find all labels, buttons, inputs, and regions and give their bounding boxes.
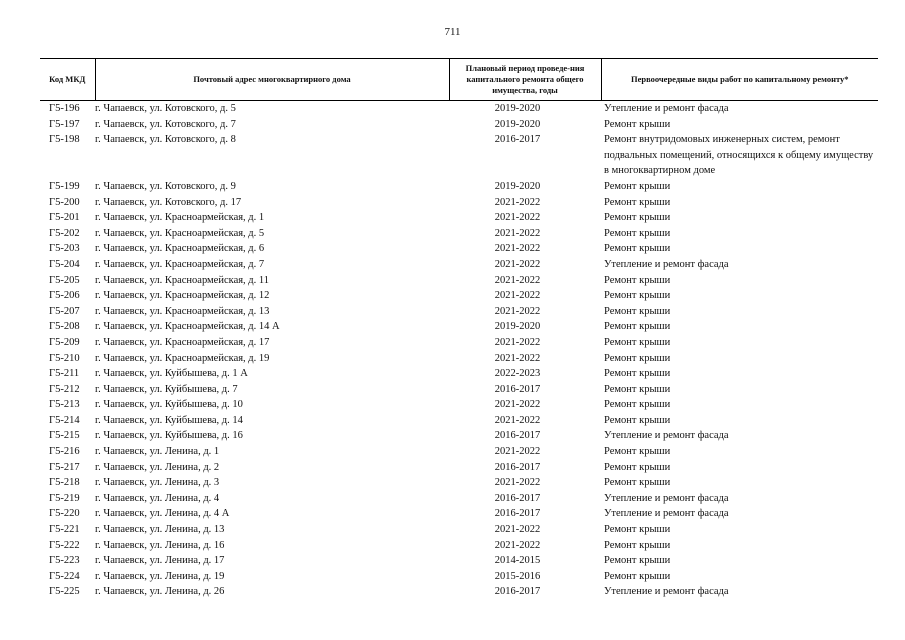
row-works: Ремонт крыши [604,570,671,582]
row-code: Г5-199 [49,180,80,192]
row-period: 2021-2022 [494,524,541,536]
row-address: г. Чапаевск, ул. Котовского, д. 5 [95,103,236,114]
row-code: Г5-206 [49,290,80,302]
row-period: 2022-2023 [494,368,541,380]
table-row [40,226,878,242]
table-row [40,257,878,273]
row-address: г. Чапаевск, ул. Красноармейская, д. 17 [95,336,270,348]
row-works: Ремонт крыши [604,461,671,473]
row-works: Ремонт крыши [604,290,671,302]
row-works: Ремонт крыши [604,305,671,317]
row-works: Ремонт крыши [604,539,671,551]
table-row [40,132,878,179]
row-period: 2019-2020 [494,321,541,333]
row-code: Г5-202 [49,227,80,239]
row-period: 2015-2016 [494,570,541,582]
row-code: Г5-222 [49,539,80,551]
row-code: Г5-204 [49,258,80,270]
table-row [40,179,878,195]
row-code: Г5-216 [49,446,80,458]
row-code: Г5-215 [49,430,80,442]
header-address: Почтовый адрес многоквартирного дома [95,59,449,101]
table-row [40,491,878,507]
row-period: 2021-2022 [494,243,541,255]
row-address: г. Чапаевск, ул. Куйбышева, д. 1 А [95,368,248,380]
row-works: Ремонт крыши [604,336,671,348]
row-period: 2016-2017 [494,461,541,473]
row-code: Г5-210 [49,352,80,364]
row-period: 2016-2017 [494,586,541,598]
row-address: г. Чапаевск, ул. Ленина, д. 17 [95,555,225,567]
row-address: г. Чапаевск, ул. Красноармейская, д. 19 [95,352,270,364]
row-works: Утепление и ремонт фасада [604,258,729,270]
row-works: Ремонт внутридомовых инженерных систем, ремонт подвальных помещений, относящихся к общему имуществу в многоквартирном доме [604,134,874,177]
row-works: Утепление и ремонт фасада [604,492,729,504]
row-code: Г5-197 [49,118,80,130]
row-works: Ремонт крыши [604,446,671,458]
row-code: Г5-201 [49,212,80,224]
row-address: г. Чапаевск, ул. Ленина, д. 16 [95,539,225,551]
table-row [40,444,878,460]
table-row [40,273,878,289]
row-code: Г5-221 [49,524,80,536]
table-row [40,241,878,257]
row-address: г. Чапаевск, ул. Красноармейская, д. 13 [95,305,270,317]
table-row [40,210,878,226]
row-code: Г5-225 [49,586,80,598]
table-row [40,366,878,382]
table-row [40,335,878,351]
table-row [40,351,878,367]
table-row [40,506,878,522]
row-address: г. Чапаевск, ул. Красноармейская, д. 6 [95,243,265,255]
row-code: Г5-219 [49,492,80,504]
row-address: г. Чапаевск, ул. Красноармейская, д. 7 [95,258,265,270]
row-address: г. Чапаевск, ул. Куйбышева, д. 14 [95,414,243,426]
row-address: г. Чапаевск, ул. Котовского, д. 8 [95,134,236,146]
row-address: г. Чапаевск, ул. Красноармейская, д. 5 [95,227,265,239]
row-address: г. Чапаевск, ул. Ленина, д. 1 [95,446,220,458]
row-works: Утепление и ремонт фасада [604,508,729,520]
row-period: 2021-2022 [494,477,541,489]
table-row [40,475,878,491]
row-code: Г5-211 [49,368,80,380]
table-header [40,59,878,101]
row-address: г. Чапаевск, ул. Красноармейская, д. 11 [95,274,270,286]
table-row [40,319,878,335]
row-code: Г5-223 [49,555,80,567]
row-code: Г5-212 [49,383,80,395]
row-period: 2021-2022 [494,539,541,551]
row-period: 2016-2017 [494,492,541,504]
row-works: Ремонт крыши [604,524,671,536]
header-period: Плановый период проведе-ния капитального ремонта общего имущества, годы [449,59,601,101]
row-address: г. Чапаевск, ул. Котовского, д. 9 [95,180,236,192]
row-address: г. Чапаевск, ул. Ленина, д. 2 [95,461,220,473]
row-code: Г5-217 [49,461,80,473]
table-row [40,553,878,569]
row-code: Г5-203 [49,243,80,255]
row-works: Ремонт крыши [604,243,671,255]
row-period: 2016-2017 [494,383,541,395]
capital-repair-table [40,58,878,600]
row-works: Ремонт крыши [604,196,671,208]
row-address: г. Чапаевск, ул. Красноармейская, д. 12 [95,290,270,302]
row-works: Утепление и ремонт фасада [604,586,729,598]
row-code: Г5-207 [49,305,80,317]
table-row [40,460,878,476]
row-period: 2021-2022 [494,336,541,348]
row-works: Ремонт крыши [604,321,671,333]
row-period: 2021-2022 [494,227,541,239]
row-code: Г5-224 [49,570,80,582]
row-period: 2021-2022 [494,258,541,270]
row-period: 2021-2022 [494,290,541,302]
table-row [40,584,878,600]
row-works: Ремонт крыши [604,274,671,286]
row-period: 2021-2022 [494,352,541,364]
row-period: 2019-2020 [494,180,541,192]
row-period: 2019-2020 [494,118,541,130]
row-works: Ремонт крыши [604,368,671,380]
row-address: г. Чапаевск, ул. Ленина, д. 13 [95,524,225,536]
row-works: Ремонт крыши [604,414,671,426]
table-row [40,101,878,117]
row-period: 2021-2022 [494,212,541,224]
row-address: г. Чапаевск, ул. Ленина, д. 4 [95,492,220,504]
row-works: Ремонт крыши [604,212,671,224]
row-period: 2016-2017 [494,430,541,442]
row-period: 2021-2022 [494,414,541,426]
table-row [40,195,878,211]
header-code: Код МКД [40,59,95,101]
row-works: Ремонт крыши [604,383,671,395]
row-period: 2021-2022 [494,196,541,208]
page-number: 711 [444,26,461,38]
row-period: 2021-2022 [494,446,541,458]
row-address: г. Чапаевск, ул. Ленина, д. 26 [95,586,225,598]
row-address: г. Чапаевск, ул. Куйбышева, д. 7 [95,383,238,395]
table-row [40,522,878,538]
table-row [40,413,878,429]
table-row [40,397,878,413]
table-row [40,117,878,133]
row-address: г. Чапаевск, ул. Котовского, д. 7 [95,118,236,130]
row-code: Г5-214 [49,414,80,426]
table-row [40,428,878,444]
row-period: 2021-2022 [494,399,541,411]
row-period: 2016-2017 [494,134,541,146]
row-works: Ремонт крыши [604,399,671,411]
row-address: г. Чапаевск, ул. Куйбышева, д. 10 [95,399,243,411]
row-period: 2014-2015 [494,555,541,567]
row-address: г. Чапаевск, ул. Ленина, д. 3 [95,477,220,489]
row-address: г. Чапаевск, ул. Куйбышева, д. 16 [95,430,243,442]
row-works: Ремонт крыши [604,227,671,239]
table-row [40,304,878,320]
row-works: Утепление и ремонт фасада [604,103,729,114]
header-works: Первоочередные виды работ по капитальному ремонту* [601,59,878,101]
row-address: г. Чапаевск, ул. Красноармейская, д. 1 [95,212,265,224]
row-code: Г5-213 [49,399,80,411]
row-code: Г5-198 [49,134,80,146]
row-address: г. Чапаевск, ул. Котовского, д. 17 [95,196,242,208]
row-code: Г5-209 [49,336,80,348]
row-works: Утепление и ремонт фасада [604,430,729,442]
header-row [40,59,878,101]
row-works: Ремонт крыши [604,555,671,567]
row-code: Г5-208 [49,321,80,333]
row-address: г. Чапаевск, ул. Ленина, д. 19 [95,570,225,582]
row-code: Г5-196 [49,103,80,114]
row-period: 2021-2022 [494,305,541,317]
table-body [40,101,878,601]
table-row [40,288,878,304]
row-code: Г5-200 [49,196,80,208]
row-works: Ремонт крыши [604,118,671,130]
row-period: 2021-2022 [494,274,541,286]
row-works: Ремонт крыши [604,180,671,192]
row-address: г. Чапаевск, ул. Красноармейская, д. 14 А [95,321,280,333]
table-row [40,569,878,585]
row-works: Ремонт крыши [604,477,671,489]
row-code: Г5-205 [49,274,80,286]
row-code: Г5-218 [49,477,80,489]
row-period: 2016-2017 [494,508,541,520]
row-period: 2019-2020 [494,103,541,114]
row-address: г. Чапаевск, ул. Ленина, д. 4 А [95,508,230,520]
row-code: Г5-220 [49,508,80,520]
table-row [40,382,878,398]
row-works: Ремонт крыши [604,352,671,364]
table-row [40,538,878,554]
